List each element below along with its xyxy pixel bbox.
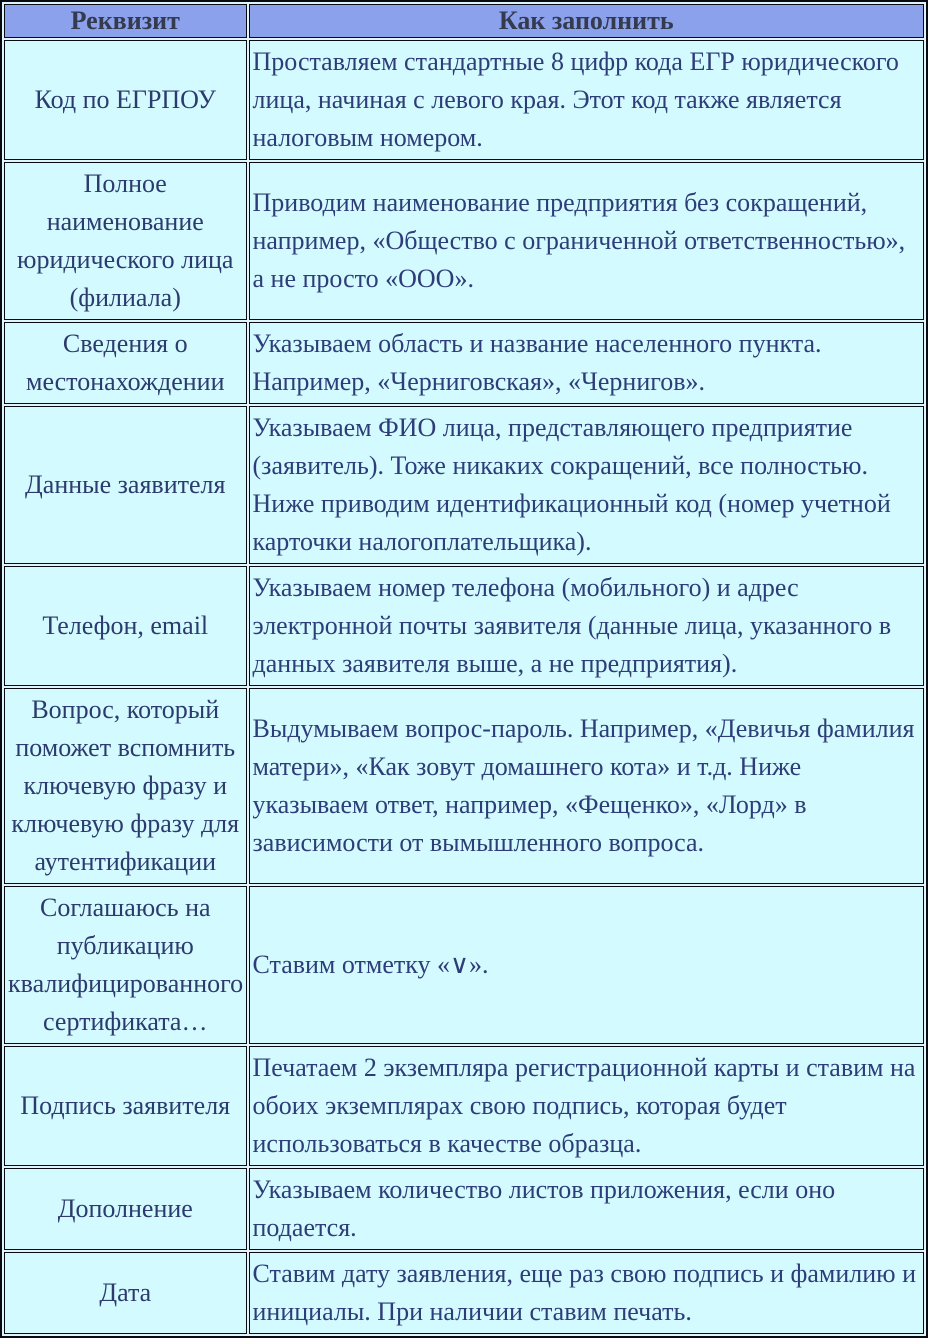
header-row: [4, 4, 924, 38]
instruction-cell: Проставляем стандартные 8 цифр кода ЕГР юридического лица, начиная с левого края. Этот код также является налоговым номером.: [249, 40, 924, 160]
table-row: [4, 40, 924, 160]
table-row: [4, 1046, 924, 1166]
instruction-cell: Ставим отметку «∨».: [249, 886, 924, 1044]
instruction-cell: Указываем количество листов приложения, если оно подается.: [249, 1168, 924, 1250]
requisite-cell: Код по ЕГРПОУ: [4, 40, 247, 160]
instruction-cell: Выдумываем вопрос-пароль. Например, «Девичья фамилия матери», «Как зовут домашнего кота» и т.д. Ниже указываем ответ, например, «Фещенко», «Лорд» в зависимости от вымышленного вопроса.: [249, 688, 924, 884]
requisite-cell: Соглашаюсь на публикацию квалифицированного сертификата…: [4, 886, 247, 1044]
requisite-cell: Данные заявителя: [4, 406, 247, 564]
table-row: [4, 566, 924, 686]
table-row: [4, 1252, 924, 1334]
instruction-cell: Печатаем 2 экземпляра регистрационной карты и ставим на обоих экземплярах свою подпись, которая будет использоваться в качестве образца.: [249, 1046, 924, 1166]
requisite-cell: Полное наименование юридического лица (филиала): [4, 162, 247, 320]
requisite-cell: Подпись заявителя: [4, 1046, 247, 1166]
table-row: [4, 886, 924, 1044]
instruction-cell: Указываем номер телефона (мобильного) и адрес электронной почты заявителя (данные лица, указанного в данных заявителя выше, а не предприятия).: [249, 566, 924, 686]
instruction-cell: Ставим дату заявления, еще раз свою подпись и фамилию и инициалы. При наличии ставим печать.: [249, 1252, 924, 1334]
column-header-requisite: Реквизит: [4, 4, 247, 38]
table-row: [4, 688, 924, 884]
table-row: [4, 1168, 924, 1250]
requisite-cell: Сведения о местонахождении: [4, 322, 247, 404]
column-header-how-to-fill: Как заполнить: [249, 4, 924, 38]
requisite-cell: Дополнение: [4, 1168, 247, 1250]
instruction-cell: Указываем область и название населенного пункта. Например, «Черниговская», «Чернигов».: [249, 322, 924, 404]
requisite-cell: Дата: [4, 1252, 247, 1334]
instruction-cell: Приводим наименование предприятия без сокращений, например, «Общество с ограниченной ответственностью», а не просто «ООО».: [249, 162, 924, 320]
table-row: [4, 406, 924, 564]
table-row: [4, 162, 924, 320]
requisite-cell: Телефон, email: [4, 566, 247, 686]
table-row: [4, 322, 924, 404]
instruction-cell: Указываем ФИО лица, представляющего предприятие (заявитель). Тоже никаких сокращений, все полностью. Ниже приводим идентификационный код (номер учетной карточки налогоплательщика).: [249, 406, 924, 564]
requisite-cell: Вопрос, который поможет вспомнить ключевую фразу и ключевую фразу для аутентификации: [4, 688, 247, 884]
